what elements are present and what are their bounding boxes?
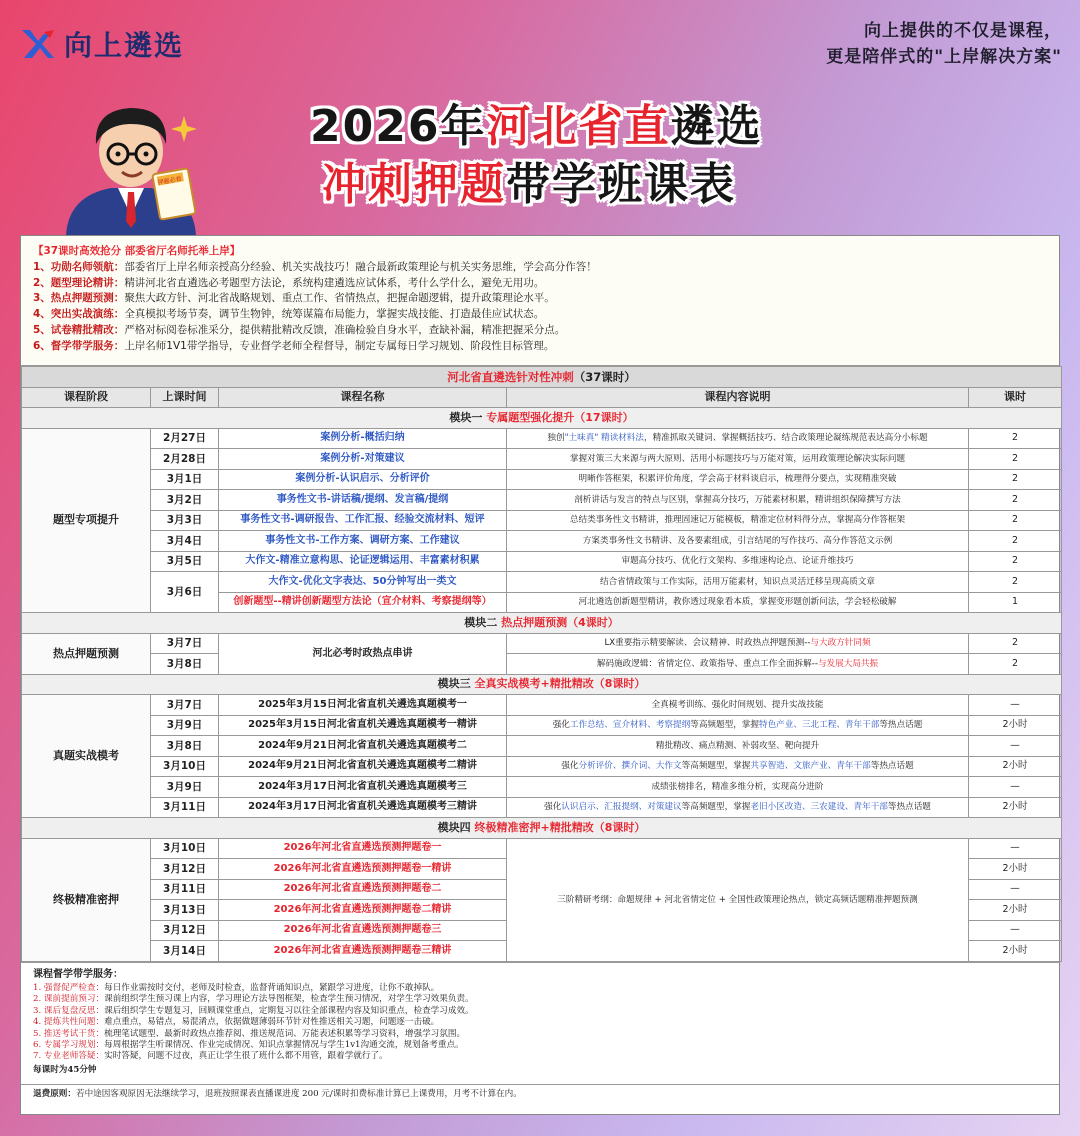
course-row [22, 551, 1062, 572]
hours-cell: 2 [969, 551, 1062, 572]
module-name: 全真实战模考+精批精改（8课时） [474, 677, 646, 691]
service-item-text: 每周根据学生听课情况、作业完成情况、知识点掌握情况与学生1v1沟通交流，规划备考重点。 [104, 1039, 464, 1050]
hours-cell: 2 [969, 428, 1062, 449]
intro-section [21, 236, 1059, 366]
hours-cell: — [969, 879, 1062, 900]
course-name: 2026年河北省直遴选预测押题卷二 [219, 879, 507, 900]
column-header: 课程内容说明 [507, 387, 969, 408]
course-row [22, 654, 1062, 675]
services-section [21, 962, 1059, 1084]
column-header: 上课时间 [151, 387, 219, 408]
desc-text: 等热点话题 [887, 802, 931, 813]
column-header: 课时 [969, 387, 1062, 408]
module-header [22, 408, 1062, 429]
hours-cell: — [969, 838, 1062, 859]
service-item [33, 1051, 1047, 1062]
course-name: 事务性文书-调研报告、工作汇报、经验交流材料、短评 [219, 510, 507, 531]
date-cell: 3月9日 [151, 777, 219, 798]
brand-logo [20, 24, 184, 64]
desc-text: 等高频题型，掌握 [681, 761, 751, 772]
service-item-key: 1. 强督促严检查： [33, 982, 105, 993]
module-header [22, 818, 1062, 839]
course-name: 创新题型--精讲创新题型方法论（宣介材料、考察提纲等） [219, 592, 507, 613]
desc-highlight: 工作总结、宣介材料、考察提纲 [569, 720, 691, 731]
date-cell: 3月6日 [151, 572, 219, 613]
course-desc [507, 654, 969, 675]
service-item [33, 1006, 1047, 1017]
date-cell: 3月11日 [151, 879, 219, 900]
desc-text: 精批精改、痛点精测、补弱攻坚、靶向提升 [655, 740, 820, 751]
intro-item-text: 精讲河北省直遴选必考题型方法论，系统构建遴选应试体系，考什么学什么，避免无用功。 [124, 276, 545, 289]
hours-cell: — [969, 920, 1062, 941]
period-note: 每课时为45分钟 [33, 1064, 97, 1075]
course-desc [507, 469, 969, 490]
title-line-2: 冲刺押题带学班课表 [322, 159, 736, 210]
hours-cell: 2 [969, 510, 1062, 531]
date-cell: 3月13日 [151, 900, 219, 921]
service-item-key: 6. 专属学习规划： [33, 1039, 105, 1050]
intro-list [33, 260, 1047, 355]
course-name: 河北必考时政热点串讲 [219, 633, 507, 674]
refund-text: 若中途因客观原因无法继续学习，退班按照课表直播课进度 200 元/课时扣费标准计算已上课费用，月考不计算在内。 [75, 1088, 522, 1099]
hours-cell: 2 [969, 572, 1062, 593]
intro-item-text: 严格对标阅卷标准采分，提供精批精改反馈，准确检验自身水平，查缺补漏，精准把握采分点。 [124, 323, 566, 336]
hours-cell: 2 [969, 531, 1062, 552]
hours-cell: — [969, 695, 1062, 716]
date-cell: 3月14日 [151, 941, 219, 962]
desc-text: 方案类事务性文书精讲、及各要素组成，引言结尾的写作技巧、高分作答范文示例 [582, 535, 893, 546]
date-cell: 3月9日 [151, 715, 219, 736]
course-name: 2025年3月15日河北省直机关遴选真题模考一 [219, 695, 507, 716]
table-header-row [22, 387, 1062, 408]
course-row [22, 469, 1062, 490]
module-header [22, 674, 1062, 695]
column-header: 课程阶段 [22, 387, 151, 408]
course-name: 事务性文书-讲话稿/提纲、发言稿/提纲 [219, 490, 507, 511]
service-item-text: 每日作业需按时交付，老师及时检查，监督背诵知识点，紧跟学习进度，让你不敢掉队。 [104, 982, 440, 993]
stage-cell: 真题实战模考 [22, 695, 151, 818]
desc-text: 结合省情政策与工作实际，活用万能素材，知识点灵活迁移呈现高质文章 [599, 576, 875, 587]
course-name: 案例分析-概括归纳 [219, 428, 507, 449]
hours-cell: 2小时 [969, 715, 1062, 736]
course-name: 2025年3月15日河北省直机关遴选真题模考一精讲 [219, 715, 507, 736]
stage-cell: 终极精准密押 [22, 838, 151, 961]
module-label: 模块一 [449, 410, 483, 424]
course-desc [507, 592, 969, 613]
course-desc [507, 531, 969, 552]
intro-header: 【37课时高效抢分 部委省厅名师托举上岸】 [33, 245, 241, 257]
date-cell: 3月8日 [151, 654, 219, 675]
date-cell: 3月12日 [151, 920, 219, 941]
service-item [33, 1029, 1047, 1040]
course-row [22, 695, 1062, 716]
slogan-line-1: 向上提供的不仅是课程， [864, 21, 1062, 41]
desc-highlight: 共享智造、文旅产业、青年干部 [750, 761, 871, 772]
title-line-1: 2026年河北省直遴选 [310, 101, 763, 152]
table-title-hours: （37课时） [573, 369, 636, 384]
intro-item [33, 291, 1047, 307]
course-name: 事务性文书-工作方案、调研方案、工作建议 [219, 531, 507, 552]
course-desc [507, 797, 969, 818]
hours-cell: 2 [969, 469, 1062, 490]
course-row [22, 490, 1062, 511]
desc-text: 等高频题型，掌握 [690, 720, 759, 731]
course-name: 2026年河北省直遴选预测押题卷三 [219, 920, 507, 941]
service-item-key: 3. 课后复盘反思： [33, 1005, 105, 1016]
course-desc [507, 449, 969, 470]
course-desc [507, 695, 969, 716]
module-header-row [22, 408, 1062, 429]
course-row [22, 715, 1062, 736]
module-label: 模块三 [437, 677, 471, 691]
course-desc: 三阶精研考纲：命题规律 + 河北省情定位 + 全国性政策理论热点，锁定高频话题精准押题预测 [507, 838, 969, 961]
course-row [22, 572, 1062, 593]
desc-text: 解码施政逻辑：省情定位、政策指导、重点工作全面拆解-- [596, 658, 818, 669]
intro-item [33, 339, 1047, 355]
hours-cell: 2小时 [969, 900, 1062, 921]
course-row [22, 633, 1062, 654]
course-row [22, 756, 1062, 777]
service-item-text: 课后组织学生专题复习，回顾课堂重点，定期复习以往全部课程内容及知识重点，检查学习成效。 [104, 1005, 474, 1016]
service-item-key: 4. 提炼共性问题： [33, 1017, 105, 1028]
mascot-card-text: 押题必看 [157, 175, 183, 187]
course-name: 2026年河北省直遴选预测押题卷一 [219, 838, 507, 859]
service-item [33, 1040, 1047, 1051]
course-row [22, 428, 1062, 449]
services-title: 课程督学带学服务： [33, 968, 123, 980]
intro-item-key: 2、题型理论精讲： [33, 276, 125, 289]
service-item-text: 难点重点，易错点，易混淆点，依据做题薄弱环节针对性推送相关习题，问题逐一击破。 [104, 1017, 440, 1028]
hours-cell: 2小时 [969, 756, 1062, 777]
service-item-text: 课前组织学生预习课上内容，学习理论方法导图框架，检查学生预习情况，对学生学习效果负责。 [104, 994, 474, 1005]
course-name: 2026年河北省直遴选预测押题卷一精讲 [219, 859, 507, 880]
desc-text: 强化 [544, 802, 562, 813]
course-row [22, 777, 1062, 798]
desc-highlight: 特色产业、三北工程、青年干部 [758, 720, 880, 731]
date-cell: 3月10日 [151, 756, 219, 777]
refund-label: 退费原则： [33, 1088, 76, 1099]
stage-cell: 题型专项提升 [22, 428, 151, 613]
desc-text: 河北遴选创新题型精讲，教你透过现象看本质，掌握变形题创新问法，学会轻松破解 [578, 597, 897, 608]
desc-text: 成绩张榜排名，精准多维分析，实现高分进阶 [651, 781, 824, 792]
course-name: 大作文-精准立意构思、论证逻辑运用、丰富素材积累 [219, 551, 507, 572]
course-row [22, 838, 1062, 859]
table-title-main: 河北省直遴选针对性冲刺 [447, 369, 574, 384]
desc-text: 剖析讲话与发言的特点与区别，掌握高分技巧，万能素材积累，精讲组织保障撰写方法 [574, 494, 901, 505]
date-cell: 3月7日 [151, 695, 219, 716]
hours-cell: 2 [969, 490, 1062, 511]
date-cell: 3月5日 [151, 551, 219, 572]
intro-item [33, 276, 1047, 292]
course-name: 2024年3月17日河北省直机关遴选真题模考三精讲 [219, 797, 507, 818]
hours-cell: — [969, 736, 1062, 757]
date-cell: 3月8日 [151, 736, 219, 757]
module-header-row [22, 613, 1062, 634]
course-row [22, 510, 1062, 531]
intro-item [33, 260, 1047, 276]
desc-text: 强化 [552, 720, 570, 731]
desc-text: 总结类事务性文书精讲，推理固速记万能模板，精准定位材料得分点，掌握高分作答框架 [569, 515, 906, 526]
date-cell: 3月12日 [151, 859, 219, 880]
course-desc [507, 428, 969, 449]
desc-text: 独创 [547, 433, 565, 444]
refund-policy [21, 1084, 1059, 1104]
desc-highlight: 与发展大局共振 [817, 658, 879, 669]
date-cell: 3月7日 [151, 633, 219, 654]
column-header: 课程名称 [219, 387, 507, 408]
desc-highlight: 认识启示、汇报提纲、对策建议 [561, 802, 682, 813]
intro-item-text: 部委省厅上岸名师亲授高分经验、机关实战技巧！融合最新政策理论与机关实务思维，学会高分作答！ [124, 260, 597, 273]
hours-cell: — [969, 777, 1062, 798]
intro-item-key: 5、试卷精批精改： [33, 323, 125, 336]
module-name: 专属题型强化提升（17课时） [486, 410, 634, 424]
course-desc [507, 551, 969, 572]
date-cell: 3月3日 [151, 510, 219, 531]
date-cell: 3月1日 [151, 469, 219, 490]
intro-item-key: 3、热点押题预测： [33, 292, 125, 305]
course-name: 大作文-优化文字表达、50分钟写出一类文 [219, 572, 507, 593]
slogan [826, 18, 1062, 70]
module-label: 模块四 [437, 820, 471, 834]
intro-item-key: 1、功勋名师领航： [33, 260, 125, 273]
course-desc [507, 633, 969, 654]
teacher-mascot-illustration [56, 96, 206, 236]
module-header-row [22, 674, 1062, 695]
course-desc [507, 756, 969, 777]
desc-text: 明晰作答框架，积累评价角度，学会高于材料谈启示，梳理得分要点，实现精准突破 [578, 474, 897, 485]
service-item-text: 梳理笔试题型、最新时政热点推荐阅、推送规范词、万能表述积累等学习资料，增强学习氛围。 [104, 1028, 466, 1039]
intro-item-key: 4、突出实战演练： [33, 308, 125, 321]
desc-highlight: 分析评价、撰介词、大作文 [578, 761, 682, 772]
module-name: 终极精准密押+精批精改（8课时） [474, 820, 646, 834]
service-item [33, 994, 1047, 1005]
hours-cell: 1 [969, 592, 1062, 613]
date-cell: 3月2日 [151, 490, 219, 511]
intro-item [33, 307, 1047, 323]
intro-item [33, 323, 1047, 339]
course-row [22, 449, 1062, 470]
course-row [22, 797, 1062, 818]
services-list [33, 983, 1047, 1063]
intro-item-text: 上岸名师1V1带学指导，专业督学老师全程督导，制定专属每日学习规划、阶段性目标管理。 [124, 339, 555, 352]
course-desc [507, 736, 969, 757]
service-item [33, 983, 1047, 994]
desc-text: 等高频题型，掌握 [681, 802, 751, 813]
desc-text: 强化 [561, 761, 579, 772]
course-desc [507, 572, 969, 593]
table-title [22, 367, 1062, 388]
course-name: 2024年3月17日河北省直机关遴选真题模考三 [219, 777, 507, 798]
hours-cell: 2 [969, 633, 1062, 654]
page-title [310, 98, 810, 214]
desc-text: 掌握对策三大来源与两大原则、活用小标题技巧与万能对策，运用政策理论解决实际问题 [569, 453, 906, 464]
intro-item-text: 全真模拟考场节奏，调节生物钟，统筹谋篇布局能力，掌握实战技能、打造最佳应试状态。 [124, 308, 545, 321]
desc-text: 审题高分技巧、优化行文架构、多维速构论点、论证升维技巧 [621, 556, 854, 567]
hours-cell: 2 [969, 449, 1062, 470]
intro-item-text: 聚焦大政方针、河北省战略规划、重点工作、省情热点，把握命题逻辑，提升政策理论水平。 [124, 292, 555, 305]
date-cell: 2月28日 [151, 449, 219, 470]
course-name: 案例分析-对策建议 [219, 449, 507, 470]
module-name: 热点押题预测（4课时） [501, 615, 619, 629]
course-desc [507, 490, 969, 511]
service-item [33, 1017, 1047, 1028]
course-name: 2026年河北省直遴选预测押题卷三精讲 [219, 941, 507, 962]
module-label: 模块二 [464, 615, 498, 629]
hours-cell: 2 [969, 654, 1062, 675]
brand-x-icon [20, 28, 56, 60]
course-table [21, 366, 1062, 962]
service-item-text: 实时答疑，问题不过夜，真正让学生很了班什么都不用管，跟着学就行了。 [104, 1051, 388, 1062]
hours-cell: 2小时 [969, 797, 1062, 818]
date-cell: 3月4日 [151, 531, 219, 552]
intro-item-key: 6、督学带学服务： [33, 339, 125, 352]
desc-text: LX重要指示精要解读、会议精神、时政热点押题预测-- [604, 638, 811, 649]
course-name: 案例分析-认识启示、分析评价 [219, 469, 507, 490]
course-desc [507, 715, 969, 736]
course-desc [507, 510, 969, 531]
course-row [22, 736, 1062, 757]
service-item-key: 2. 课前提前预习： [33, 994, 105, 1005]
course-desc [507, 777, 969, 798]
brand-name: 向上遴选 [64, 29, 185, 62]
course-name: 2024年9月21日河北省直机关遴选真题模考二精讲 [219, 756, 507, 777]
course-row [22, 531, 1062, 552]
module-header [22, 613, 1062, 634]
desc-text: 全真模考训练、强化时间规划、提升实战技能 [651, 699, 824, 710]
desc-text: 等热点话题 [870, 761, 914, 772]
stage-cell: 热点押题预测 [22, 633, 151, 674]
hours-cell: 2小时 [969, 859, 1062, 880]
schedule-sheet [20, 235, 1060, 1115]
desc-highlight: 老旧小区改造、三农建设、青年干部 [750, 802, 888, 813]
course-name: 2026年河北省直遴选预测押题卷二精讲 [219, 900, 507, 921]
date-cell: 2月27日 [151, 428, 219, 449]
desc-highlight: "土味真" 精读材料法 [564, 433, 644, 444]
desc-text: 等热点话题 [879, 720, 923, 731]
hours-cell: 2小时 [969, 941, 1062, 962]
desc-highlight: 与大政方针同频 [810, 638, 871, 649]
slogan-line-2: 更是陪伴式的"上岸解决方案" [826, 47, 1062, 67]
date-cell: 3月11日 [151, 797, 219, 818]
desc-text: ，精准抓取关键词、掌握概括技巧、结合政策理论凝练规范表达高分小标题 [643, 433, 928, 444]
service-item-key: 7. 专业老师答疑： [33, 1051, 105, 1062]
service-item-key: 5. 推送考试干货： [33, 1028, 105, 1039]
table-title-row [22, 367, 1062, 388]
course-name: 2024年9月21日河北省直机关遴选真题模考二 [219, 736, 507, 757]
module-header-row [22, 818, 1062, 839]
date-cell: 3月10日 [151, 838, 219, 859]
